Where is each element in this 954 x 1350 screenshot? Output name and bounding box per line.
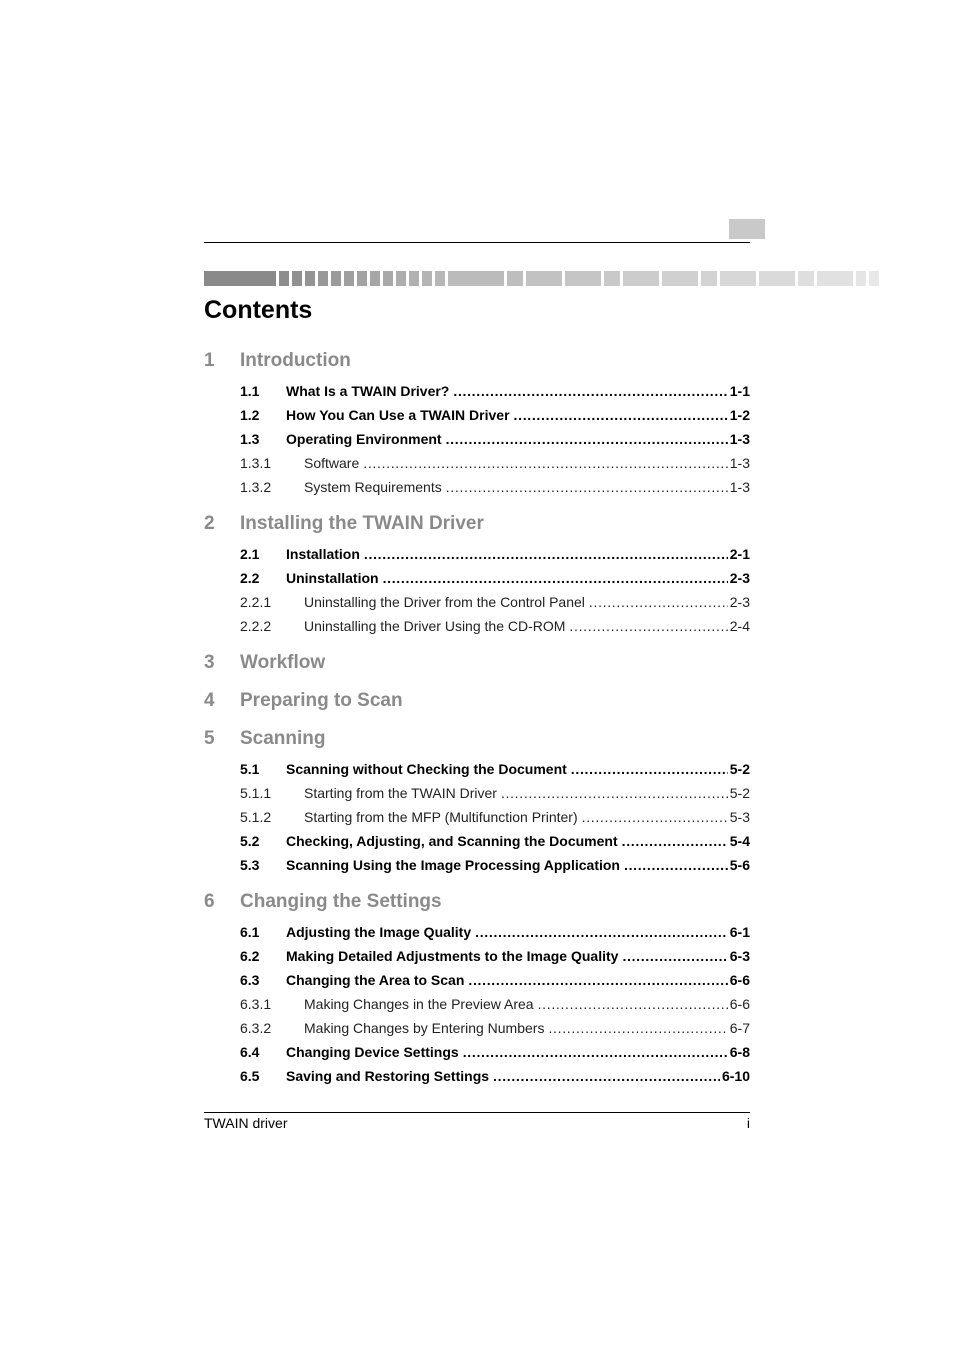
toc-entry-title: Changing the Area to Scan (286, 972, 465, 988)
chapter-title: Changing the Settings (240, 891, 442, 912)
chapter-title: Preparing to Scan (240, 690, 403, 711)
toc-entry-number: 1.3.2 (240, 479, 272, 495)
toc-entry-number: 6.3.1 (240, 996, 272, 1012)
toc-entry-title: System Requirements (304, 479, 442, 495)
toc-entry-page: 5-4 (729, 833, 750, 849)
gradient-segment (279, 271, 289, 286)
dot-leader (569, 614, 727, 638)
chapter-number: 6 (204, 891, 215, 912)
toc-entry-page: 6-10 (721, 1068, 750, 1084)
chapter-heading[interactable] (204, 728, 750, 752)
toc-entry-page: 1-3 (729, 479, 750, 495)
gradient-segment (357, 271, 367, 286)
toc-entry-page: 6-6 (729, 996, 750, 1012)
chapter-heading[interactable] (204, 350, 750, 374)
dot-leader (548, 1016, 727, 1040)
dot-leader (622, 944, 727, 968)
toc-entry-title: Checking, Adjusting, and Scanning the Document (286, 833, 618, 849)
gradient-segment (204, 271, 276, 286)
toc-entry[interactable] (204, 542, 750, 566)
dot-leader (364, 542, 728, 566)
toc-entry-title: Uninstallation (286, 570, 379, 586)
dot-leader (446, 427, 728, 451)
dot-leader (468, 968, 727, 992)
gradient-segment (383, 271, 393, 286)
dot-leader (475, 920, 728, 944)
toc-entry-title: Making Changes in the Preview Area (304, 996, 534, 1012)
toc-entry-title: What Is a TWAIN Driver? (286, 383, 450, 399)
gradient-segment (798, 271, 814, 286)
toc-entry-number: 5.2 (240, 833, 260, 849)
gradient-segment (305, 271, 315, 286)
chapter-number: 1 (204, 350, 215, 371)
gradient-segment (331, 271, 341, 286)
gradient-segment (344, 271, 354, 286)
toc-entry-number: 5.1 (240, 761, 260, 777)
gradient-segment (856, 271, 866, 286)
toc-entry-number: 6.2 (240, 948, 260, 964)
toc-entry-title: Operating Environment (286, 431, 442, 447)
toc-entry[interactable] (204, 944, 750, 968)
chapter-heading[interactable] (204, 690, 750, 714)
toc-entry-title: Uninstalling the Driver Using the CD-ROM (304, 618, 566, 634)
toc-entry-title: Adjusting the Image Quality (286, 924, 472, 940)
gradient-segment (292, 271, 302, 286)
toc-entry-title: Making Detailed Adjustments to the Image Quality (286, 948, 619, 964)
table-of-contents (204, 350, 750, 1088)
decorative-gradient-bar (204, 271, 750, 286)
toc-entry-number: 1.3.1 (240, 455, 272, 471)
toc-entry[interactable] (204, 920, 750, 944)
chapter-title: Workflow (240, 652, 326, 673)
dot-leader (493, 1064, 720, 1088)
gradient-segment (623, 271, 659, 286)
dot-leader (538, 992, 728, 1016)
toc-entry-number: 1.1 (240, 383, 260, 399)
dot-leader (571, 757, 728, 781)
toc-entry[interactable] (204, 805, 750, 829)
gradient-segment (409, 271, 419, 286)
toc-entry-page: 2-3 (729, 570, 750, 586)
toc-entry-number: 2.2.2 (240, 618, 272, 634)
dot-leader (453, 379, 727, 403)
gradient-segment (370, 271, 380, 286)
toc-entry[interactable] (204, 475, 750, 499)
toc-entry-title: Changing Device Settings (286, 1044, 459, 1060)
dot-leader (514, 403, 728, 427)
gradient-segment (817, 271, 853, 286)
gradient-segment (662, 271, 698, 286)
toc-entry[interactable] (204, 566, 750, 590)
toc-entry-page: 6-8 (729, 1044, 750, 1060)
gradient-segment (507, 271, 523, 286)
toc-entry-number: 2.2.1 (240, 594, 272, 610)
toc-entry-page: 2-4 (729, 618, 750, 634)
toc-entry[interactable] (204, 1064, 750, 1088)
toc-entry-page: 6-7 (729, 1020, 750, 1036)
toc-entry[interactable] (204, 379, 750, 403)
toc-entry-number: 6.5 (240, 1068, 260, 1084)
dot-leader (589, 590, 728, 614)
toc-entry-page: 1-2 (729, 407, 750, 423)
toc-entry-page: 5-3 (729, 809, 750, 825)
gradient-segment (869, 271, 879, 286)
toc-entry[interactable] (204, 992, 750, 1016)
gradient-segment (720, 271, 756, 286)
gradient-segment (448, 271, 504, 286)
toc-entry-title: Starting from the TWAIN Driver (304, 785, 497, 801)
chapter-heading[interactable] (204, 652, 750, 676)
toc-entry-title: How You Can Use a TWAIN Driver (286, 407, 510, 423)
footer-manual-name: TWAIN driver (204, 1115, 288, 1131)
dot-leader (624, 853, 728, 877)
toc-entry-number: 2.1 (240, 546, 260, 562)
chapter-title: Scanning (240, 728, 326, 749)
chapter-title: Installing the TWAIN Driver (240, 513, 484, 534)
toc-entry-title: Making Changes by Entering Numbers (304, 1020, 545, 1036)
toc-entry-number: 5.1.2 (240, 809, 272, 825)
gradient-segment (396, 271, 406, 286)
toc-entry-title: Scanning Using the Image Processing Application (286, 857, 620, 873)
toc-entry[interactable] (204, 853, 750, 877)
toc-entry-title: Starting from the MFP (Multifunction Printer) (304, 809, 578, 825)
toc-entry[interactable] (204, 590, 750, 614)
toc-entry-number: 6.4 (240, 1044, 260, 1060)
toc-entry-number: 2.2 (240, 570, 260, 586)
chapter-title: Introduction (240, 350, 351, 371)
toc-entry-page: 6-1 (729, 924, 750, 940)
toc-entry-page: 1-3 (729, 431, 750, 447)
gradient-segment (422, 271, 432, 286)
dot-leader (363, 451, 728, 475)
gradient-segment (526, 271, 562, 286)
header-rule (204, 242, 750, 243)
toc-entry-number: 6.3 (240, 972, 260, 988)
toc-entry-page: 6-3 (729, 948, 750, 964)
toc-entry-number: 6.1 (240, 924, 260, 940)
dot-leader (501, 781, 728, 805)
chapter-heading[interactable] (204, 891, 750, 915)
toc-entry-page: 5-2 (729, 761, 750, 777)
toc-entry-page: 5-6 (729, 857, 750, 873)
page-title: Contents (204, 296, 313, 324)
toc-entry-title: Uninstalling the Driver from the Control Panel (304, 594, 585, 610)
toc-entry-title: Saving and Restoring Settings (286, 1068, 490, 1084)
chapter-heading[interactable] (204, 513, 750, 537)
toc-entry[interactable] (204, 781, 750, 805)
toc-entry-title: Software (304, 455, 360, 471)
gradient-segment (604, 271, 620, 286)
footer-page-number: i (746, 1115, 750, 1131)
toc-entry[interactable] (204, 968, 750, 992)
toc-entry-page: 2-1 (729, 546, 750, 562)
toc-entry-number: 6.3.2 (240, 1020, 272, 1036)
chapter-number: 3 (204, 652, 215, 673)
gradient-segment (565, 271, 601, 286)
footer-rule (204, 1112, 750, 1113)
toc-entry-page: 5-2 (729, 785, 750, 801)
toc-entry-number: 5.3 (240, 857, 260, 873)
toc-entry[interactable] (204, 614, 750, 638)
gradient-segment (759, 271, 795, 286)
toc-entry[interactable] (204, 757, 750, 781)
dot-leader (446, 475, 728, 499)
toc-entry-page: 1-1 (729, 383, 750, 399)
toc-entry[interactable] (204, 451, 750, 475)
toc-entry[interactable] (204, 1016, 750, 1040)
gradient-segment (701, 271, 717, 286)
toc-entry-page: 1-3 (729, 455, 750, 471)
gradient-segment (318, 271, 328, 286)
toc-entry-page: 2-3 (729, 594, 750, 610)
gradient-segment (435, 271, 445, 286)
toc-entry[interactable] (204, 403, 750, 427)
toc-entry[interactable] (204, 427, 750, 451)
dot-leader (383, 566, 728, 590)
toc-entry-title: Scanning without Checking the Document (286, 761, 567, 777)
toc-entry-number: 1.3 (240, 431, 260, 447)
toc-entry[interactable] (204, 1040, 750, 1064)
chapter-number: 5 (204, 728, 215, 749)
toc-entry-title: Installation (286, 546, 360, 562)
toc-entry-number: 5.1.1 (240, 785, 272, 801)
dot-leader (463, 1040, 728, 1064)
dot-leader (622, 829, 728, 853)
corner-tab (729, 219, 765, 239)
toc-entry-page: 6-6 (729, 972, 750, 988)
toc-entry-number: 1.2 (240, 407, 260, 423)
chapter-number: 2 (204, 513, 215, 534)
toc-entry[interactable] (204, 829, 750, 853)
chapter-number: 4 (204, 690, 215, 711)
dot-leader (582, 805, 728, 829)
